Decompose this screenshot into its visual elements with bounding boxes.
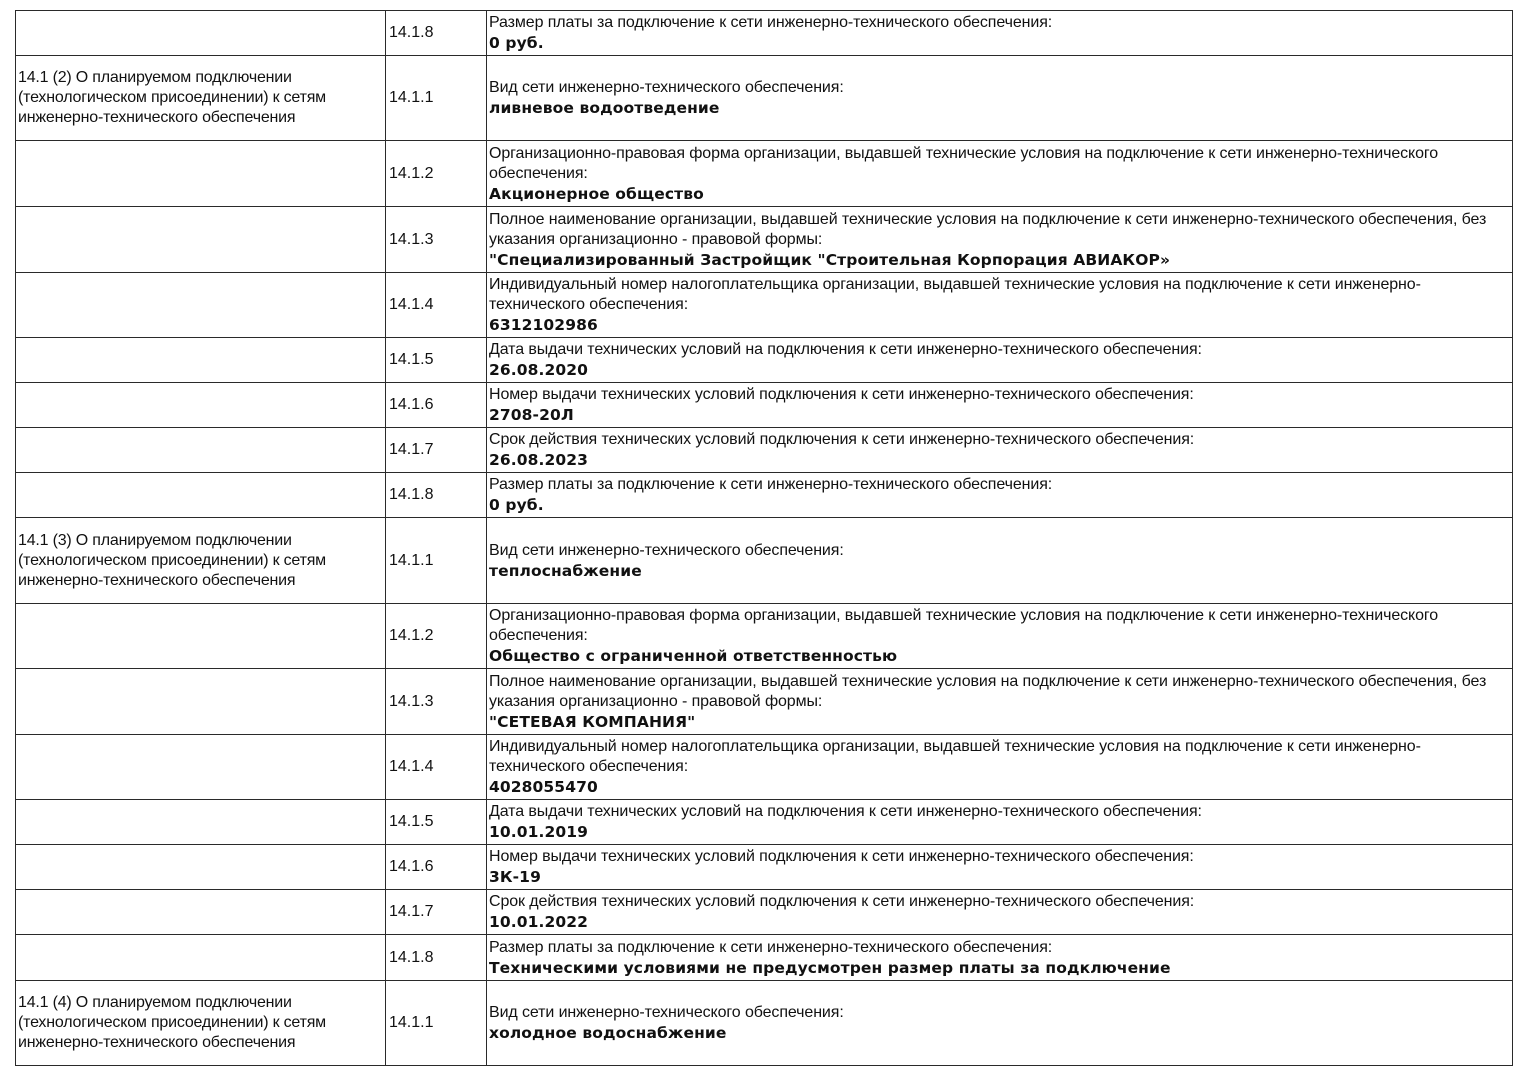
field-value: 6312102986 [489, 316, 598, 334]
item-code: 14.1.8 [389, 948, 434, 966]
code-cell [386, 800, 487, 845]
section-cell [16, 141, 386, 207]
field-label: Номер выдачи технических условий подключения к сети инженерно-технического обеспечения: [489, 848, 1194, 865]
field-label: Срок действия технических условий подключения к сети инженерно-технического обеспечения: [489, 893, 1195, 910]
field-label: Вид сети инженерно-технического обеспечения: [489, 541, 844, 559]
code-cell [386, 981, 487, 1066]
field-value: 4028055470 [489, 778, 598, 796]
item-code: 14.1.2 [389, 164, 434, 182]
content-cell [487, 473, 1513, 518]
section-title: 14.1 (3) О планируемом подключении (технологическом присоединении) к сетям инженерно-технического обеспечения [18, 531, 326, 589]
table-row [16, 141, 1513, 207]
item-code: 14.1.8 [389, 24, 434, 41]
content-cell [487, 338, 1513, 383]
item-code: 14.1.8 [389, 486, 434, 503]
field-label: Размер платы за подключение к сети инженерно-технического обеспечения: [489, 938, 1053, 956]
section-cell [16, 981, 386, 1066]
field-label: Индивидуальный номер налогоплательщика организации, выдавшей технические условия на подключение к сети инженерно-технического обеспечения: [489, 276, 1421, 313]
field-value: 10.01.2019 [489, 823, 589, 841]
field-value: 3К-19 [489, 868, 541, 886]
field-value: 26.08.2020 [489, 361, 589, 379]
item-code: 14.1.3 [389, 692, 434, 710]
table-row [16, 518, 1513, 604]
table-body [16, 11, 1513, 1066]
code-cell [386, 11, 487, 56]
declaration-table [15, 10, 1513, 1066]
code-cell [386, 669, 487, 735]
section-cell [16, 56, 386, 141]
section-cell [16, 273, 386, 338]
code-cell [386, 845, 487, 890]
table-row [16, 338, 1513, 383]
code-cell [386, 735, 487, 800]
section-cell [16, 11, 386, 56]
field-label: Полное наименование организации, выдавшей технические условия на подключение к сети инженерно-технического обеспечения, без указания организационно - правовой формы: [489, 210, 1487, 248]
field-value: Акционерное общество [489, 184, 704, 203]
item-code: 14.1.6 [389, 858, 434, 875]
code-cell [386, 935, 487, 981]
field-label: Организационно-правовая форма организации, выдавшей технические условия на подключение к сети инженерно-технического обеспечения: [489, 607, 1439, 644]
section-cell [16, 338, 386, 383]
section-cell [16, 473, 386, 518]
table-row [16, 56, 1513, 141]
item-code: 14.1.4 [389, 296, 434, 313]
section-cell [16, 604, 386, 669]
table-row [16, 669, 1513, 735]
item-code: 14.1.3 [389, 230, 434, 248]
field-value: Техническими условиями не предусмотрен размер платы за подключение [489, 958, 1171, 977]
field-value: 26.08.2023 [489, 451, 589, 469]
field-label: Размер платы за подключение к сети инженерно-технического обеспечения: [489, 476, 1053, 493]
code-cell [386, 604, 487, 669]
code-cell [386, 273, 487, 338]
section-cell [16, 518, 386, 604]
field-value: 2708-20Л [489, 406, 574, 424]
code-cell [386, 338, 487, 383]
field-value: холодное водоснабжение [489, 1024, 727, 1042]
content-cell [487, 207, 1513, 273]
table-row [16, 890, 1513, 935]
field-label: Срок действия технических условий подключения к сети инженерно-технического обеспечения: [489, 431, 1195, 448]
code-cell [386, 473, 487, 518]
field-label: Вид сети инженерно-технического обеспечения: [489, 79, 844, 96]
section-cell [16, 935, 386, 981]
content-cell [487, 518, 1513, 604]
table-row [16, 473, 1513, 518]
section-title: 14.1 (4) О планируемом подключении (технологическом присоединении) к сетям инженерно-технического обеспечения [18, 994, 326, 1051]
field-value: 0 руб. [489, 34, 544, 52]
code-cell [386, 890, 487, 935]
field-label: Дата выдачи технических условий на подключения к сети инженерно-технического обеспечения: [489, 341, 1202, 358]
content-cell [487, 935, 1513, 981]
content-cell [487, 604, 1513, 669]
code-cell [386, 56, 487, 141]
field-label: Вид сети инженерно-технического обеспечения: [489, 1004, 844, 1021]
code-cell [386, 383, 487, 428]
field-label: Индивидуальный номер налогоплательщика организации, выдавшей технические условия на подключение к сети инженерно-технического обеспечения: [489, 738, 1421, 775]
field-value: 10.01.2022 [489, 913, 589, 931]
section-cell [16, 845, 386, 890]
table-row [16, 383, 1513, 428]
table-row [16, 604, 1513, 669]
content-cell [487, 141, 1513, 207]
content-cell [487, 273, 1513, 338]
content-cell [487, 800, 1513, 845]
item-code: 14.1.1 [389, 551, 434, 569]
field-value: теплоснабжение [489, 561, 642, 580]
field-value: "СЕТЕВАЯ КОМПАНИЯ" [489, 712, 696, 731]
field-value: "Специализированный Застройщик "Строительная Корпорация АВИАКОР» [489, 250, 1171, 269]
field-label: Номер выдачи технических условий подключения к сети инженерно-технического обеспечения: [489, 386, 1194, 403]
section-cell [16, 428, 386, 473]
item-code: 14.1.7 [389, 903, 434, 920]
content-cell [487, 669, 1513, 735]
section-cell [16, 669, 386, 735]
item-code: 14.1.7 [389, 441, 434, 458]
section-title: 14.1 (2) О планируемом подключении (технологическом присоединении) к сетям инженерно-технического обеспечения [18, 69, 326, 126]
code-cell [386, 518, 487, 604]
field-value: Общество с ограниченной ответственностью [489, 647, 898, 665]
field-value: 0 руб. [489, 496, 544, 514]
table-row [16, 207, 1513, 273]
field-label: Размер платы за подключение к сети инженерно-технического обеспечения: [489, 14, 1053, 31]
item-code: 14.1.5 [389, 351, 434, 368]
code-cell [386, 428, 487, 473]
table-row [16, 800, 1513, 845]
table-row [16, 981, 1513, 1066]
field-label: Организационно-правовая форма организации, выдавшей технические условия на подключение к сети инженерно-технического обеспечения: [489, 144, 1439, 182]
section-cell [16, 890, 386, 935]
item-code: 14.1.5 [389, 813, 434, 830]
section-cell [16, 207, 386, 273]
item-code: 14.1.6 [389, 396, 434, 413]
section-cell [16, 735, 386, 800]
item-code: 14.1.4 [389, 758, 434, 775]
field-label: Полное наименование организации, выдавшей технические условия на подключение к сети инженерно-технического обеспечения, без указания организационно - правовой формы: [489, 672, 1487, 710]
section-cell [16, 383, 386, 428]
content-cell [487, 735, 1513, 800]
content-cell [487, 845, 1513, 890]
table-row [16, 735, 1513, 800]
field-value: ливневое водоотведение [489, 99, 720, 117]
content-cell [487, 11, 1513, 56]
content-cell [487, 890, 1513, 935]
content-cell [487, 428, 1513, 473]
table-row [16, 11, 1513, 56]
code-cell [386, 141, 487, 207]
table-row [16, 845, 1513, 890]
item-code: 14.1.1 [389, 1014, 434, 1031]
content-cell [487, 56, 1513, 141]
item-code: 14.1.2 [389, 627, 434, 644]
item-code: 14.1.1 [389, 89, 434, 106]
content-cell [487, 383, 1513, 428]
table-row [16, 428, 1513, 473]
table-row [16, 273, 1513, 338]
field-label: Дата выдачи технических условий на подключения к сети инженерно-технического обеспечения: [489, 803, 1202, 820]
code-cell [386, 207, 487, 273]
section-cell [16, 800, 386, 845]
content-cell [487, 981, 1513, 1066]
table-row [16, 935, 1513, 981]
